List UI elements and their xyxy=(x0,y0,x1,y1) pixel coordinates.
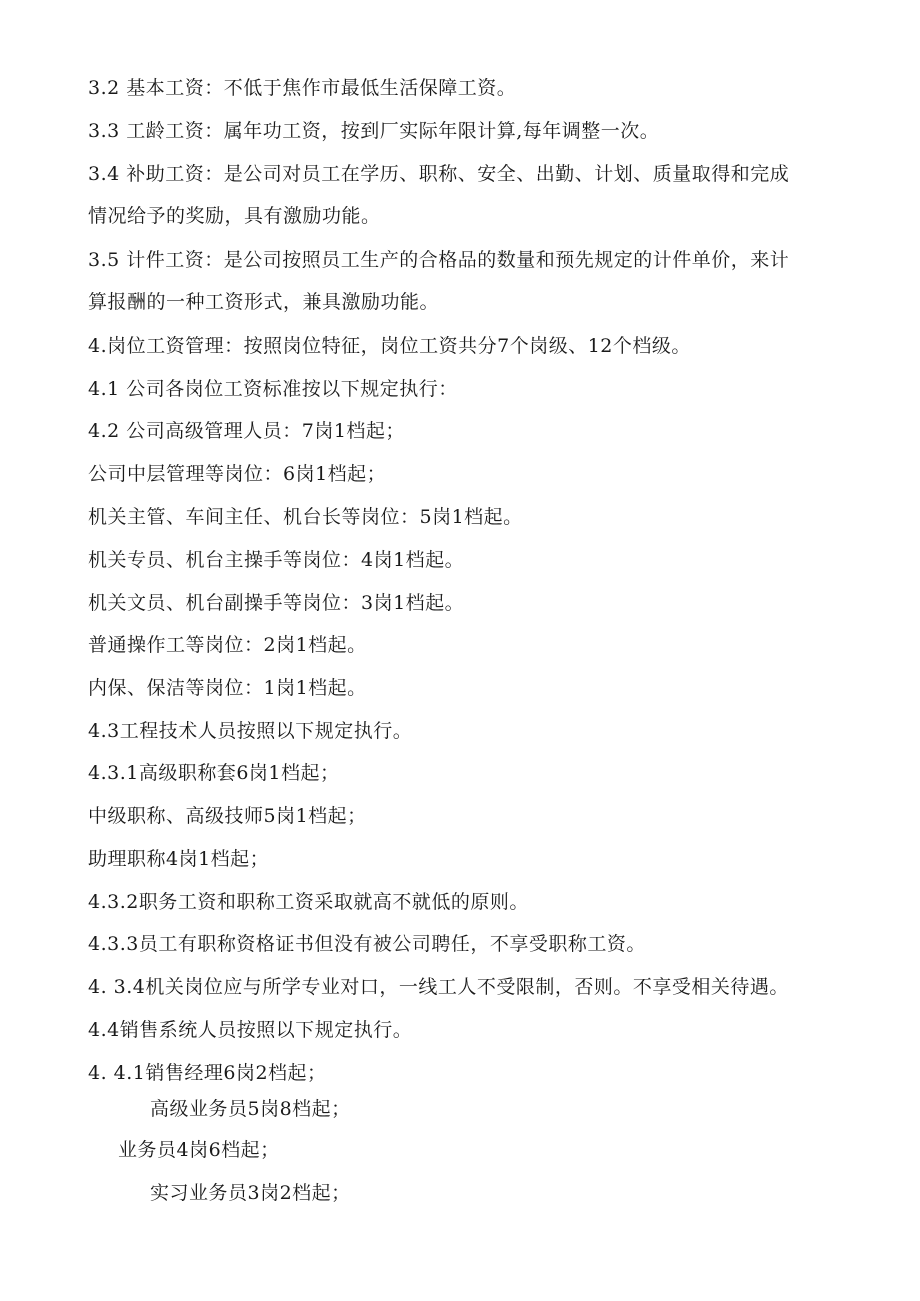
text-line-supervisor: 机关主管、车间主任、机台长等岗位：5岗1档起。 xyxy=(88,506,523,528)
text-line-specialist: 机关专员、机台主操手等岗位：4岗1档起。 xyxy=(88,549,465,571)
text-line-4-3-3: 4.3.3员工有职称资格证书但没有被公司聘任，不享受职称工资。 xyxy=(88,933,646,955)
text-line-4-1: 4.1 公司各岗位工资标准按以下规定执行： xyxy=(88,378,458,400)
text-line-4-3-4: 4. 3.4机关岗位应与所学专业对口，一线工人不受限制，否则。不享受相关待遇。 xyxy=(88,976,789,998)
text-line-sales: 业务员4岗6档起； xyxy=(118,1139,280,1161)
text-line-assistant-title: 助理职称4岗1档起； xyxy=(88,848,270,870)
text-line-3-5: 3.5 计件工资：是公司按照员工生产的合格品的数量和预先规定的计件单价，来计 xyxy=(88,249,790,271)
text-line-3-5-cont: 算报酬的一种工资形式，兼具激励功能。 xyxy=(88,291,440,313)
text-line-3-3: 3.3 工龄工资：属年功工资，按到厂实际年限计算,每年调整一次。 xyxy=(88,120,660,142)
text-line-4-4: 4.4销售系统人员按照以下规定执行。 xyxy=(88,1019,413,1041)
text-line-mid-management: 公司中层管理等岗位：6岗1档起； xyxy=(88,463,387,485)
text-line-4-3: 4.3工程技术人员按照以下规定执行。 xyxy=(88,720,413,742)
text-line-4: 4.岗位工资管理：按照岗位特征，岗位工资共分7个岗级、12个档级。 xyxy=(88,335,691,357)
text-line-clerk: 机关文员、机台副操手等岗位：3岗1档起。 xyxy=(88,592,465,614)
text-line-operator: 普通操作工等岗位：2岗1档起。 xyxy=(88,634,367,656)
text-line-intern-sales: 实习业务员3岗2档起； xyxy=(150,1182,351,1204)
text-line-security: 内保、保洁等岗位：1岗1档起。 xyxy=(88,677,367,699)
text-line-mid-title: 中级职称、高级技师5岗1档起； xyxy=(88,805,367,827)
text-line-4-3-1: 4.3.1高级职称套6岗1档起； xyxy=(88,762,340,784)
text-line-3-4: 3.4 补助工资：是公司对员工在学历、职称、安全、出勤、计划、质量取得和完成 xyxy=(88,163,790,185)
text-line-3-4-cont: 情况给予的奖励，具有激励功能。 xyxy=(88,205,381,227)
text-line-4-3-2: 4.3.2职务工资和职称工资采取就高不就低的原则。 xyxy=(88,891,529,913)
text-line-3-2: 3.2 基本工资：不低于焦作市最低生活保障工资。 xyxy=(88,77,517,99)
text-line-4-2: 4.2 公司高级管理人员：7岗1档起； xyxy=(88,420,405,442)
text-line-4-4-1: 4. 4.1销售经理6岗2档起； xyxy=(88,1062,327,1084)
text-line-senior-sales: 高级业务员5岗8档起； xyxy=(150,1098,351,1120)
